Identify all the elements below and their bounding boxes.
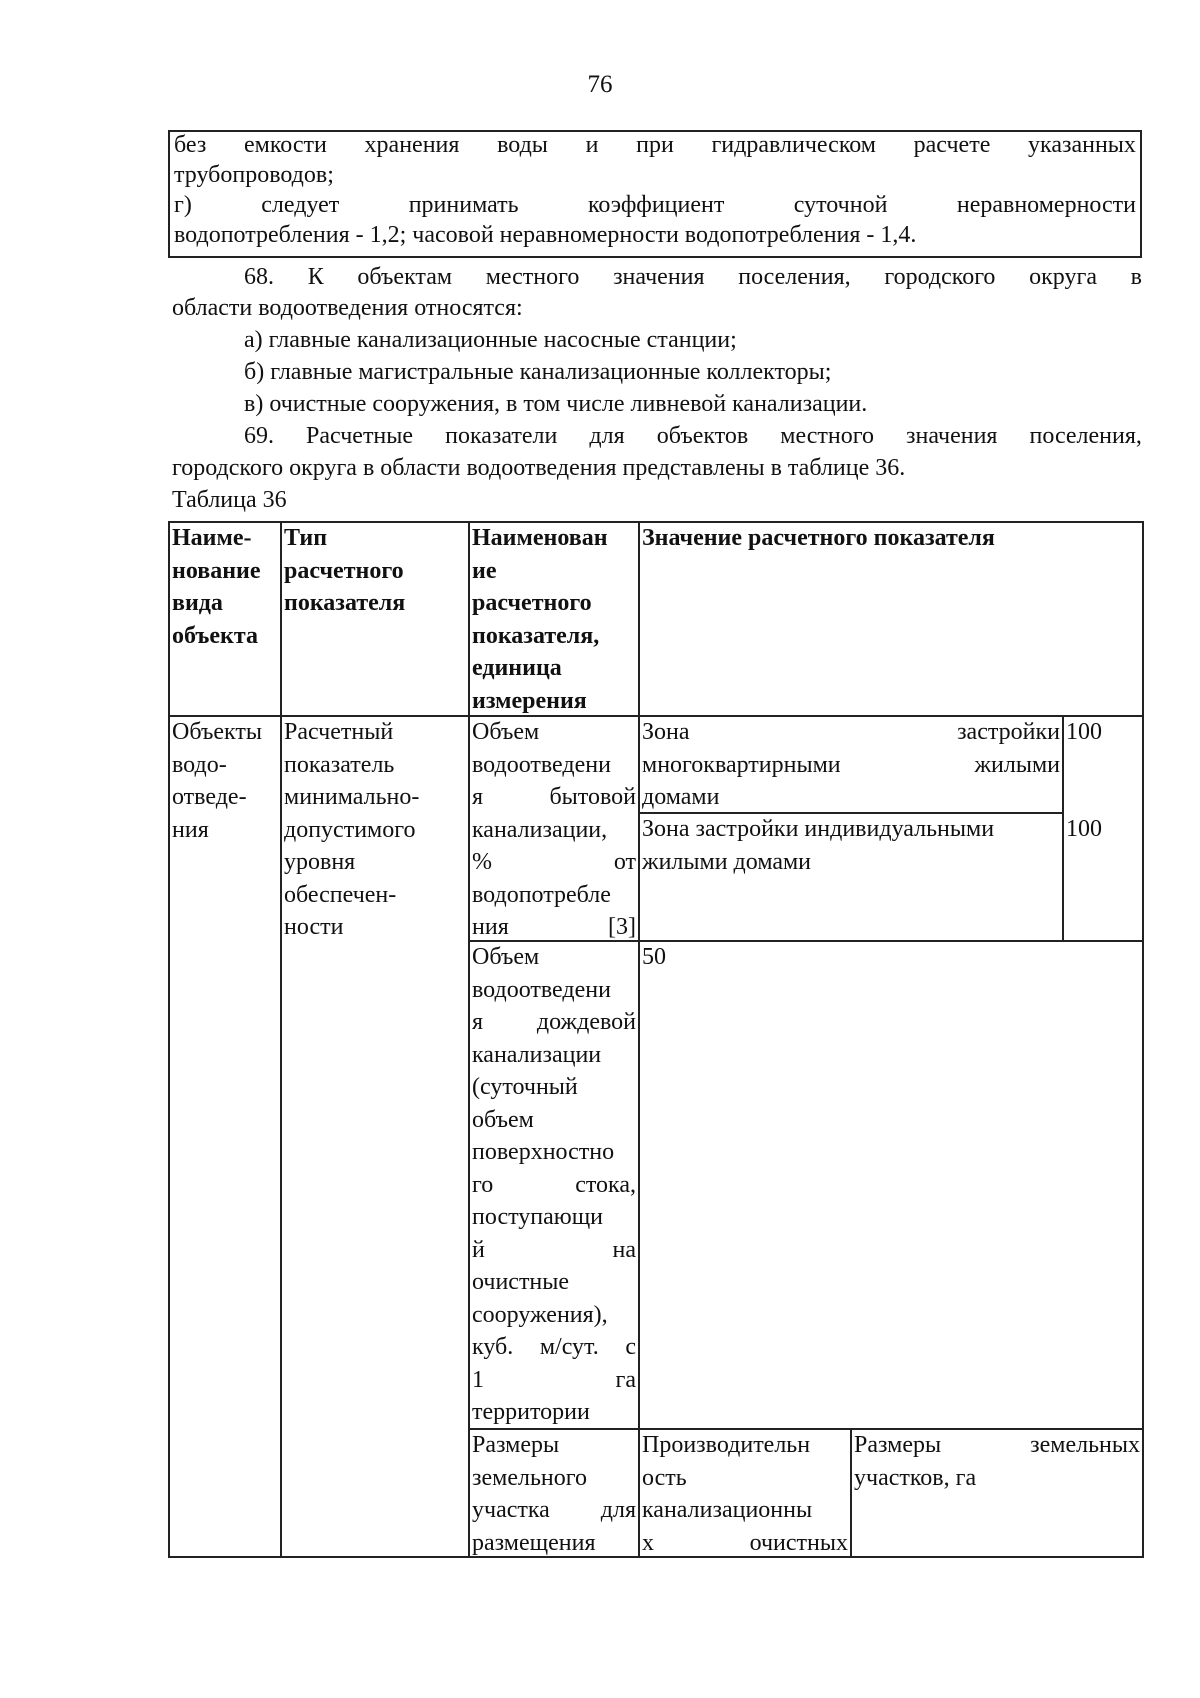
- cell-line: допустимого: [284, 816, 416, 843]
- cell-line: канализационны: [642, 1497, 813, 1523]
- p68-line-2: области водоотведения относятся:: [172, 295, 523, 321]
- cell-line: (суточный: [472, 1074, 578, 1100]
- cell-line: Наименован: [472, 525, 608, 551]
- cell-line: нование: [172, 557, 261, 584]
- table-col-divider: [1062, 715, 1064, 942]
- cell-line: Наиме-: [172, 525, 252, 551]
- boxed-line-2: трубопроводов;: [174, 162, 334, 188]
- word: хранения: [364, 132, 460, 158]
- word: поселения,: [738, 264, 851, 290]
- cell-line: ие: [472, 557, 497, 584]
- word: принимать: [408, 192, 519, 218]
- cell-line: единица: [472, 655, 562, 681]
- cell-line: канализации: [472, 1041, 602, 1068]
- p68-item-b: б) главные магистральные канализационные коллекторы;: [244, 359, 832, 385]
- cell-line: Производительн: [642, 1432, 811, 1458]
- cell-line: участков, га: [854, 1464, 977, 1491]
- word: городского: [884, 264, 996, 290]
- cell-line: ость: [642, 1464, 687, 1491]
- word: в: [1130, 264, 1142, 290]
- cell-line: многоквартирными жилыми: [642, 751, 1060, 778]
- cell-line: поступающи: [472, 1204, 604, 1230]
- word: округа: [1029, 264, 1097, 290]
- cell-line: размещения: [472, 1529, 596, 1556]
- cell-line: х очистных: [642, 1529, 848, 1556]
- cell-zone1: [642, 716, 1060, 814]
- cell-line: ния [3]: [472, 914, 636, 940]
- word: Расчетные: [306, 423, 414, 449]
- word: коэффициент: [587, 192, 725, 218]
- cell-row3-capacity: [642, 1429, 848, 1559]
- boxed-line-4: водопотребления - 1,2; часовой неравномерности водопотребления - 1,4.: [174, 222, 917, 248]
- word: 69.: [244, 423, 274, 449]
- cell-line: Тип: [284, 525, 328, 551]
- cell-line: водоотведени: [472, 751, 611, 778]
- cell-line: жилыми домами: [642, 848, 812, 875]
- cell-line: й на: [472, 1236, 636, 1263]
- cell-line: показателя,: [472, 622, 600, 649]
- table-col-divider: [850, 1428, 852, 1558]
- word: неравномерности: [956, 192, 1136, 218]
- cell-line: водопотребле: [472, 881, 611, 908]
- p68-item-c: в) очистные сооружения, в том числе ливневой канализации.: [244, 391, 868, 417]
- word: объектам: [357, 264, 453, 290]
- cell-line: Объекты: [172, 719, 262, 745]
- p69-line-2: городского округа в области водоотведения представлены в таблице 36.: [172, 455, 906, 481]
- word: объектов: [656, 423, 749, 449]
- cell-zone2: [642, 813, 994, 878]
- cell-line: Объем: [472, 719, 540, 745]
- word: суточной: [793, 192, 888, 218]
- cell-row2-value: 50: [642, 944, 666, 970]
- cell-line: водоотведени: [472, 976, 611, 1003]
- cell-line: я дождевой: [472, 1009, 636, 1035]
- cell-line: расчетного: [284, 557, 404, 584]
- cell-line: ния: [172, 816, 209, 843]
- table-col-divider: [638, 521, 640, 1558]
- cell-row1-name: [472, 716, 636, 944]
- word: следует: [261, 192, 340, 218]
- cell-row3-name: [472, 1429, 636, 1559]
- page-number: 76: [587, 71, 613, 98]
- word: значения: [613, 264, 705, 290]
- cell-line: поверхностно: [472, 1139, 615, 1165]
- cell-line: объем: [472, 1106, 534, 1133]
- cell-line: расчетного: [472, 590, 592, 616]
- word: местного: [780, 423, 874, 449]
- cell-line: минимально-: [284, 784, 420, 810]
- cell-line: 1 га: [472, 1366, 636, 1393]
- cell-line: куб. м/сут. с: [472, 1334, 636, 1360]
- cell-line: водо-: [172, 751, 227, 778]
- cell-line: Расчетный: [284, 719, 394, 745]
- table-caption: Таблица 36: [172, 487, 287, 513]
- header-indicator-value: Значение расчетного показателя: [642, 525, 995, 551]
- word: К: [307, 264, 324, 290]
- cell-line: измерения: [472, 687, 587, 714]
- cell-object-type: [172, 716, 262, 846]
- cell-line: Размеры: [472, 1432, 560, 1458]
- cell-line: земельного: [472, 1464, 587, 1491]
- cell-row3-land-size: [854, 1429, 1140, 1494]
- cell-line: объекта: [172, 622, 258, 649]
- cell-line: обеспечен-: [284, 881, 397, 908]
- header-indicator-type: [284, 522, 405, 620]
- table-border-left: [168, 521, 170, 1558]
- cell-line: го стока,: [472, 1171, 636, 1198]
- word: для: [589, 423, 625, 449]
- word: г): [174, 192, 192, 218]
- word: поселения,: [1029, 423, 1142, 449]
- word: воды: [497, 132, 548, 158]
- cell-line: Объем: [472, 944, 540, 970]
- word: без: [174, 132, 207, 158]
- cell-line: Зона застройки индивидуальными: [642, 816, 995, 842]
- cell-line: Размеры земельных: [854, 1432, 1140, 1458]
- table-col-divider: [468, 521, 470, 1558]
- p68-item-a: а) главные канализационные насосные станции;: [244, 327, 737, 353]
- cell-line: уровня: [284, 849, 356, 875]
- cell-line: очистные: [472, 1269, 570, 1295]
- word: указанных: [1028, 132, 1136, 158]
- cell-indicator-type: [284, 716, 419, 944]
- word: расчете: [913, 132, 991, 158]
- header-object-type: [172, 522, 261, 652]
- cell-line: канализации,: [472, 816, 608, 843]
- word: значения: [906, 423, 998, 449]
- cell-line: домами: [642, 784, 720, 810]
- cell-line: ности: [284, 914, 344, 940]
- cell-line: вида: [172, 590, 223, 616]
- cell-line: я бытовой: [472, 784, 636, 810]
- cell-zone2-value: 100: [1066, 816, 1102, 842]
- cell-line: Зона застройки: [642, 719, 1060, 745]
- word: показатели: [445, 423, 558, 449]
- cell-line: % от: [472, 849, 636, 875]
- table-border-right: [1142, 521, 1144, 1558]
- header-indicator-name: [472, 522, 608, 717]
- cell-line: показателя: [284, 590, 406, 616]
- cell-line: сооружения),: [472, 1301, 608, 1328]
- cell-line: показатель: [284, 751, 395, 778]
- word: при: [636, 132, 674, 158]
- cell-line: отведе-: [172, 784, 247, 810]
- cell-line: участка для: [472, 1497, 636, 1523]
- cell-row2-name: [472, 941, 636, 1429]
- word: емкости: [244, 132, 327, 158]
- cell-zone1-value: 100: [1066, 719, 1102, 745]
- word: и: [585, 132, 599, 158]
- cell-line: территории: [472, 1399, 590, 1425]
- word: 68.: [244, 264, 274, 290]
- word: гидравлическом: [711, 132, 876, 158]
- word: местного: [485, 264, 580, 290]
- table-col-divider: [280, 521, 282, 1558]
